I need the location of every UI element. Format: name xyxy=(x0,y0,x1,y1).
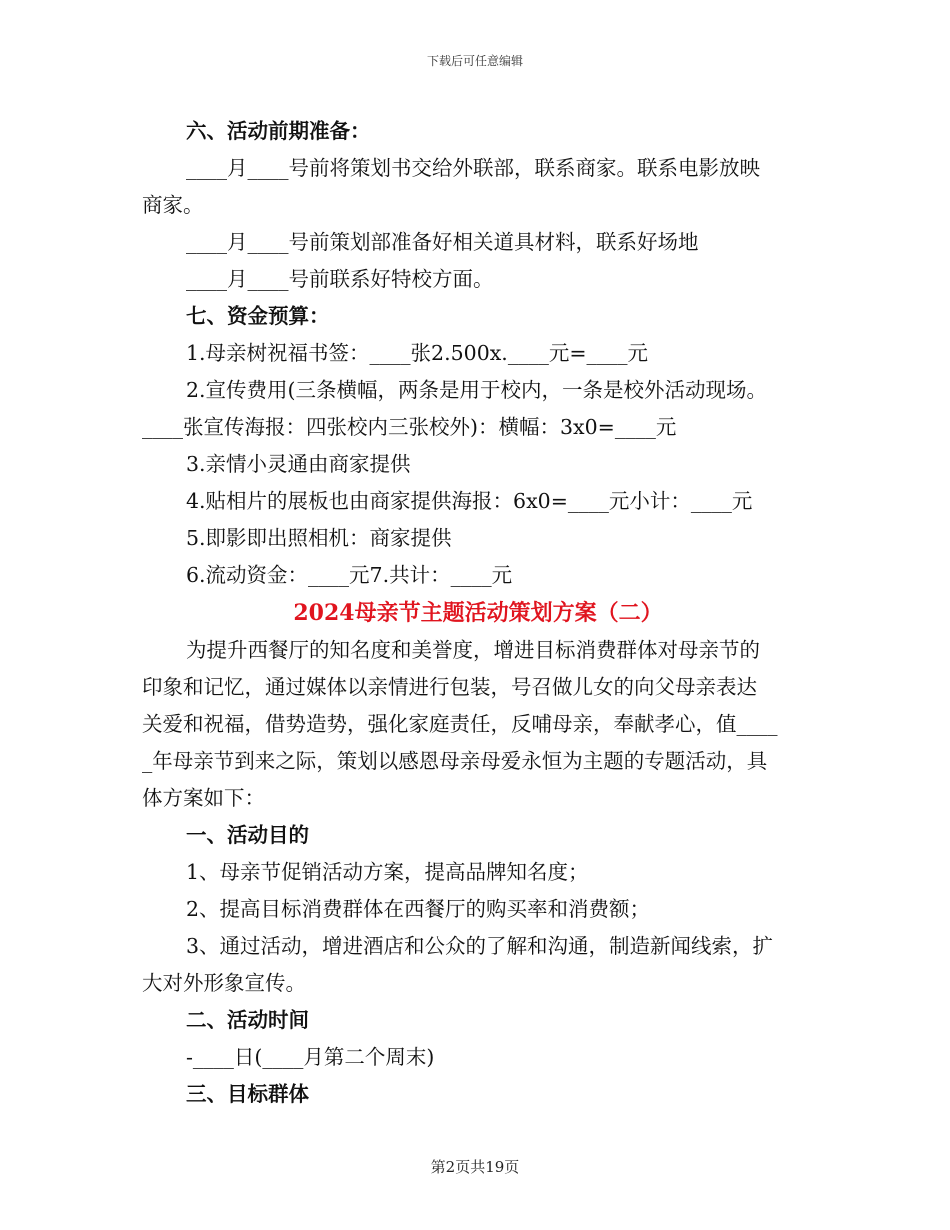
section-6-line-3: ____月____号前联系好特校方面。 xyxy=(186,267,494,291)
section-6-line-1b: 商家。 xyxy=(142,193,204,217)
page-number: 第2页共19页 xyxy=(430,1158,520,1176)
budget-item-6: 6.流动资金：____元7.共计：____元 xyxy=(186,563,513,587)
goal-item-3a: 3、通过活动，增进酒店和公众的了解和沟通，制造新闻线索，扩 xyxy=(186,934,774,958)
document-body xyxy=(142,113,814,1113)
section-3-heading: 三、目标群体 xyxy=(186,1082,309,1106)
intro-line-3: 关爱和祝福，借势造势，强化家庭责任，反哺母亲，奉献孝心，值____ xyxy=(142,712,778,736)
budget-item-2b: ____张宣传海报：四张校内三张校外)：横幅：3x0=____元 xyxy=(142,415,677,439)
document-2-title: 2024母亲节主题活动策划方案（二） xyxy=(293,600,663,626)
budget-item-5: 5.即影即出照相机：商家提供 xyxy=(186,526,452,550)
goal-item-3b: 大对外形象宣传。 xyxy=(142,971,306,995)
section-7-heading: 七、资金预算： xyxy=(186,304,330,328)
budget-item-2a: 2.宣传费用(三条横幅，两条是用于校内，一条是校外活动现场。 xyxy=(186,378,768,402)
budget-item-3: 3.亲情小灵通由商家提供 xyxy=(186,452,411,476)
section-6-line-1a: ____月____号前将策划书交给外联部，联系商家。联系电影放映 xyxy=(186,156,760,180)
goal-item-2: 2、提高目标消费群体在西餐厅的购买率和消费额； xyxy=(186,897,651,921)
budget-item-4: 4.贴相片的展板也由商家提供海报：6x0=____元小计：____元 xyxy=(186,489,753,513)
intro-line-1: 为提升西餐厅的知名度和美誉度，增进目标消费群体对母亲节的 xyxy=(186,638,760,662)
goal-item-1: 1、母亲节促销活动方案，提高品牌知名度； xyxy=(186,860,589,884)
page-header-note: 下载后可任意编辑 xyxy=(426,54,523,68)
intro-line-2: 印象和记忆，通过媒体以亲情进行包装，号召做儿女的向父母亲表达 xyxy=(142,675,757,699)
intro-line-4: _年母亲节到来之际，策划以感恩母亲母爱永恒为主题的专题活动，具 xyxy=(142,749,768,773)
section-6-heading: 六、活动前期准备： xyxy=(186,119,371,143)
intro-line-5: 体方案如下： xyxy=(142,786,265,810)
activity-time-line: -____日(____月第二个周末) xyxy=(186,1045,435,1069)
budget-item-1: 1.母亲树祝福书签：____张2.500x.____元=____元 xyxy=(186,341,649,365)
section-2-heading: 二、活动时间 xyxy=(186,1008,309,1032)
section-6-line-2: ____月____号前策划部准备好相关道具材料，联系好场地 xyxy=(186,230,699,254)
section-1-heading: 一、活动目的 xyxy=(186,823,309,847)
